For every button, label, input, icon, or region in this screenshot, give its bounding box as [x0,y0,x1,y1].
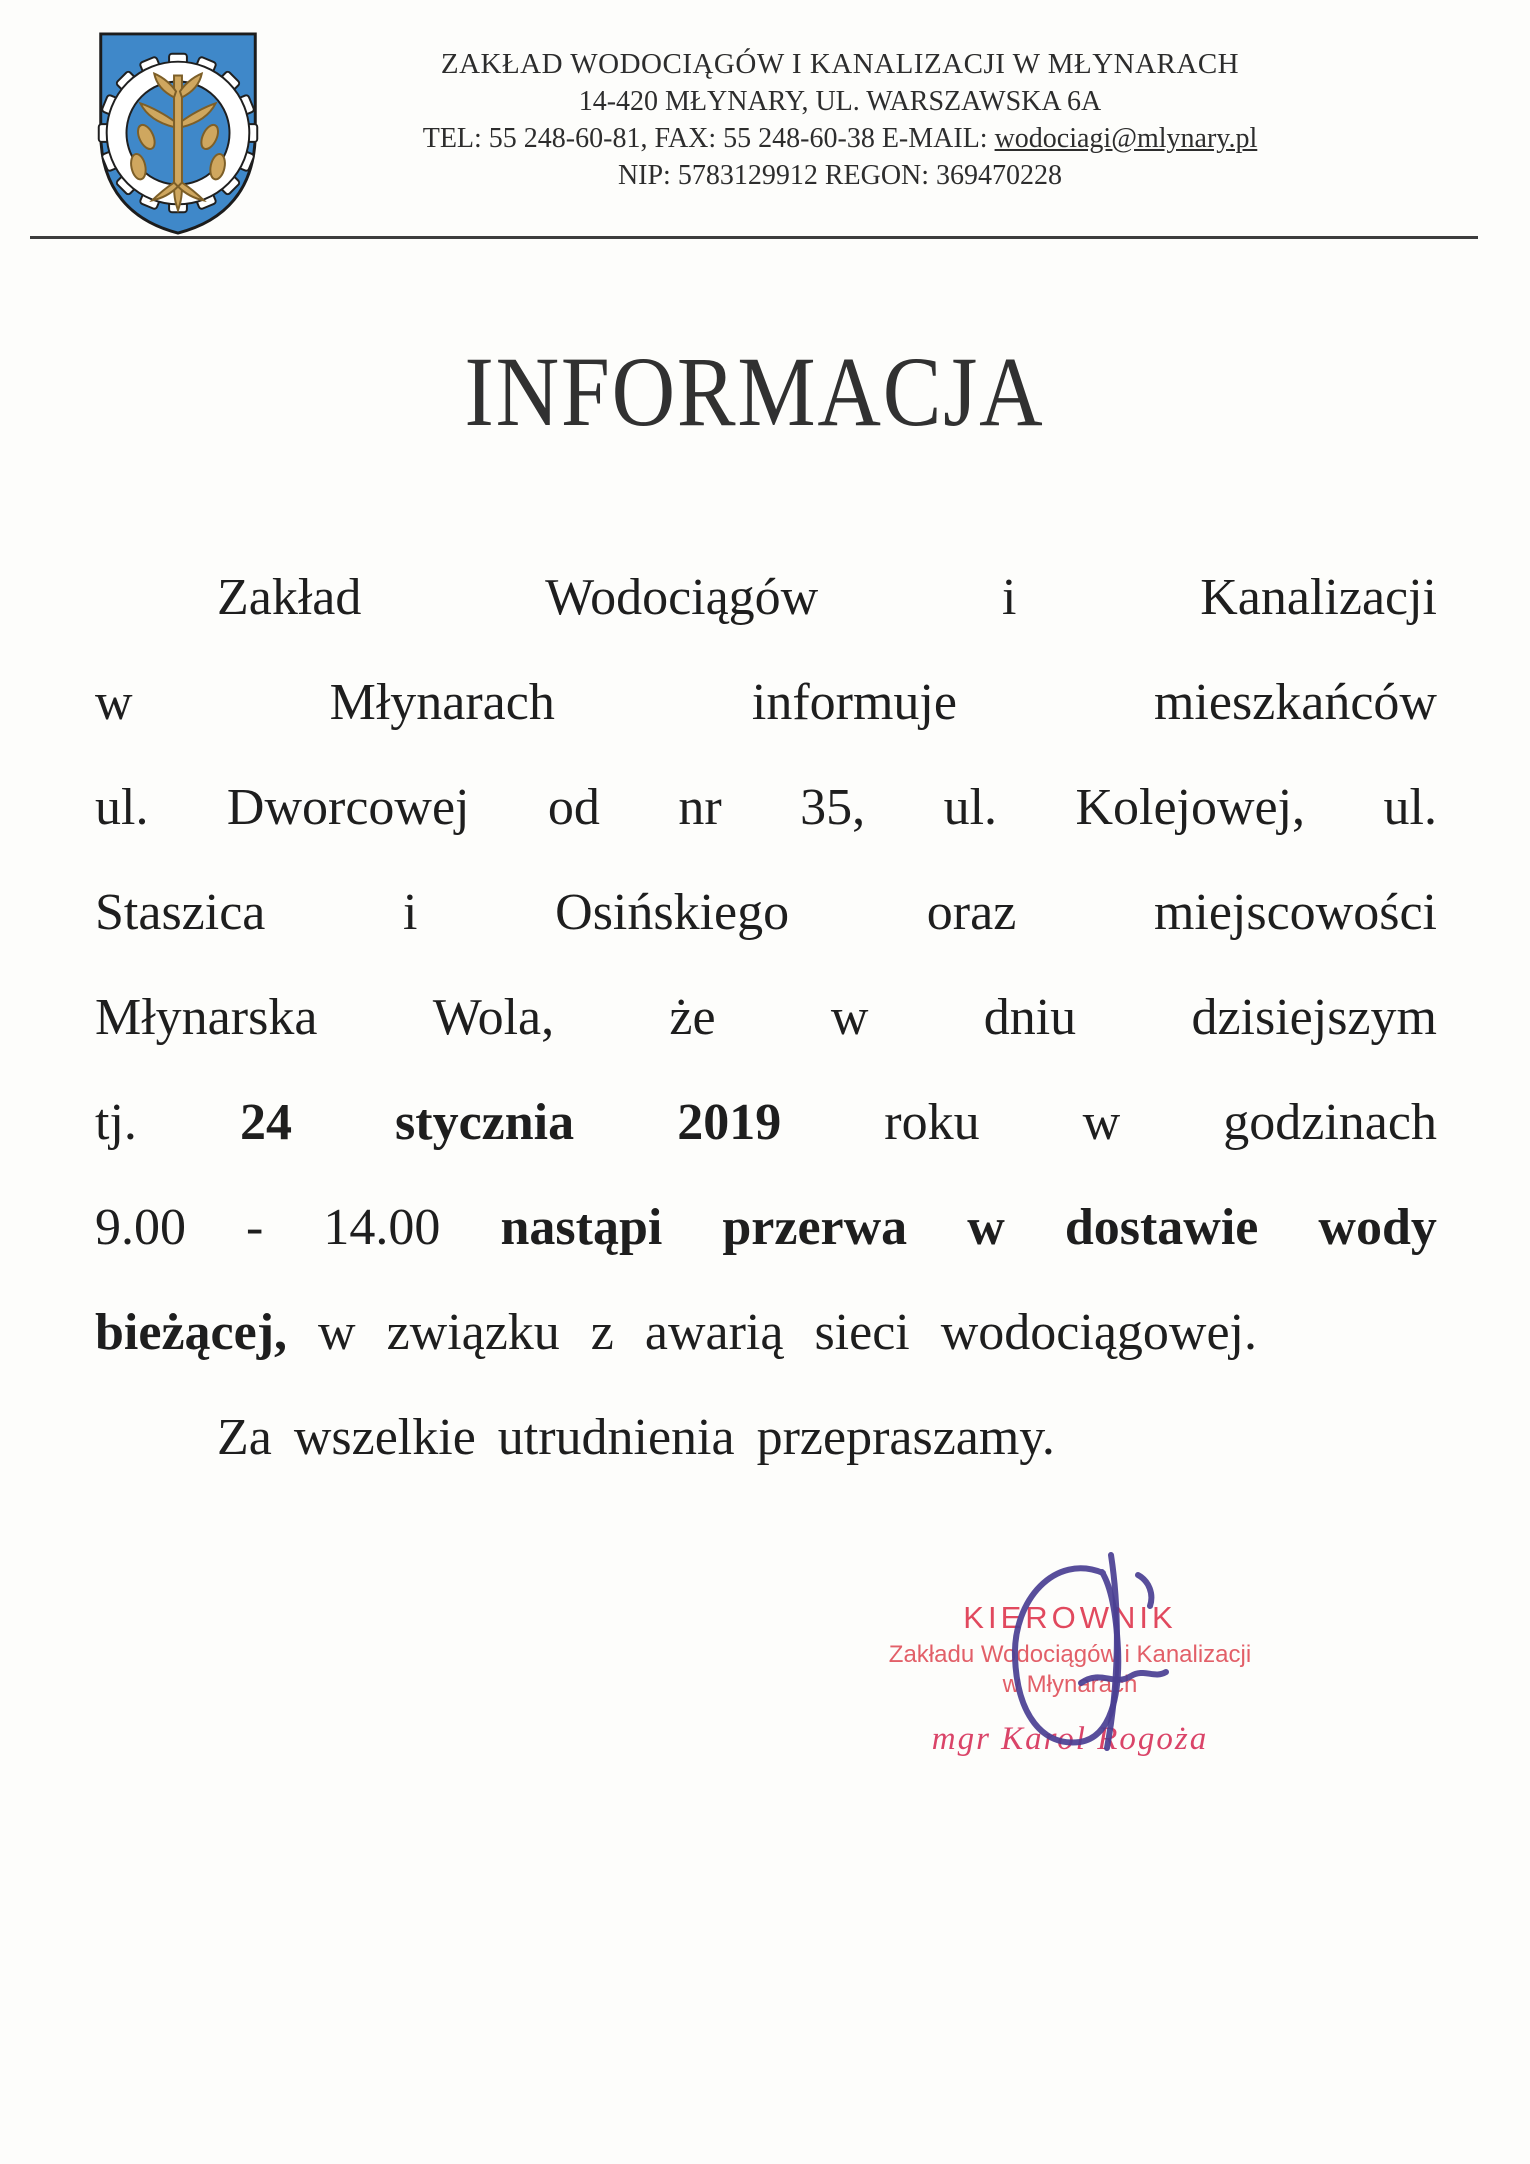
body-text-bold: dostawie [1064,1199,1259,1256]
stamp-role: KIEROWNIK [963,1600,1177,1635]
body-line [95,650,1437,755]
body-line [95,1385,1437,1490]
body-text-bold: wody [1318,1199,1437,1256]
body-text: w [1082,1094,1121,1151]
body-text: dzisiejszym [1191,989,1437,1046]
stamp-name: mgr Karol Rogoża [931,1721,1209,1757]
body-text: nr [678,779,722,836]
email-link: wodociagi@mlynary.pl [994,123,1258,154]
body-text: w [95,674,133,731]
body-text-bold: przerwa [722,1199,908,1256]
body-text: Kanalizacji [1200,569,1437,626]
body-text: Młynarach [329,674,555,731]
body-line [95,755,1437,860]
body-text: Dworcowej [226,779,470,836]
body-text-bold: w [967,1199,1005,1256]
body-line [95,545,1437,650]
stamp-org: Zakładu Wodociągów i Kanalizacji [888,1641,1252,1668]
body-text: Wodociągów [545,569,819,626]
letterhead-divider [30,236,1478,239]
title-row [0,334,1510,449]
body-text: Zakład [217,569,362,626]
body-text: informuje [751,674,957,731]
contact-prefix: TEL: 55 248-60-81, FAX: 55 248-60-38 E-MAIL: [422,123,995,154]
body-text: w związku z awarią sieci wodociągowej. [318,1304,1257,1361]
body-text: Młynarska [95,989,318,1046]
signature-loop [1015,1568,1118,1742]
body-text: godzinach [1223,1094,1437,1151]
body-text: w [830,989,869,1046]
body-text: i [1002,569,1017,626]
body-text: miejscowości [1153,884,1437,941]
body-text: tj. [95,1094,137,1151]
org-registry: NIP: 5783129912 REGON: 369470228 [617,160,1063,191]
body-text: Staszica [95,884,266,941]
letterhead [245,46,1435,194]
body-line [95,1070,1437,1175]
signature-tick [1138,1575,1151,1606]
body-text: Kolejowej, [1075,779,1306,836]
body-text: Wola, [432,989,555,1046]
body-text: Za wszelkie utrudnienia przepraszamy. [217,1409,1055,1466]
org-contact [245,120,1435,157]
body-text: i [403,884,418,941]
body-text: mieszkańców [1153,674,1437,731]
body-text: 35, [800,779,866,836]
stamp-place: w Młynarach [1002,1671,1138,1698]
body-text: roku [884,1094,980,1151]
document-title: INFORMACJA [465,336,1045,447]
body-text: dniu [983,989,1077,1046]
body-line [95,860,1437,965]
body-text: 14.00 [323,1199,441,1256]
mlynary-coat-of-arms [94,28,262,238]
body-text: że [669,989,716,1046]
body-text-bold: 24 [239,1094,292,1151]
body-text-bold: nastąpi [500,1199,663,1256]
body-text: oraz [926,884,1017,941]
body-line [95,1175,1437,1280]
org-name: ZAKŁAD WODOCIĄGÓW I KANALIZACJI W MŁYNARACH [440,48,1240,80]
org-address: 14-420 MŁYNARY, UL. WARSZAWSKA 6A [578,86,1102,117]
body-text: ul. [943,779,998,836]
body-text-bold: bieżącej, [95,1304,288,1361]
body-text-bold: stycznia [395,1094,575,1151]
announcement-body [95,545,1437,1490]
handwritten-signature [985,1545,1205,1760]
body-line [95,965,1437,1070]
body-text: ul. [1383,779,1437,836]
signature-flourish [1081,1672,1166,1683]
body-text-bold: 2019 [677,1094,782,1151]
body-text: Osińskiego [555,884,790,941]
body-text: od [547,779,600,836]
body-text: 9.00 [95,1199,186,1256]
body-text: ul. [95,779,149,836]
body-line [95,1280,1437,1385]
body-text: - [246,1199,264,1256]
